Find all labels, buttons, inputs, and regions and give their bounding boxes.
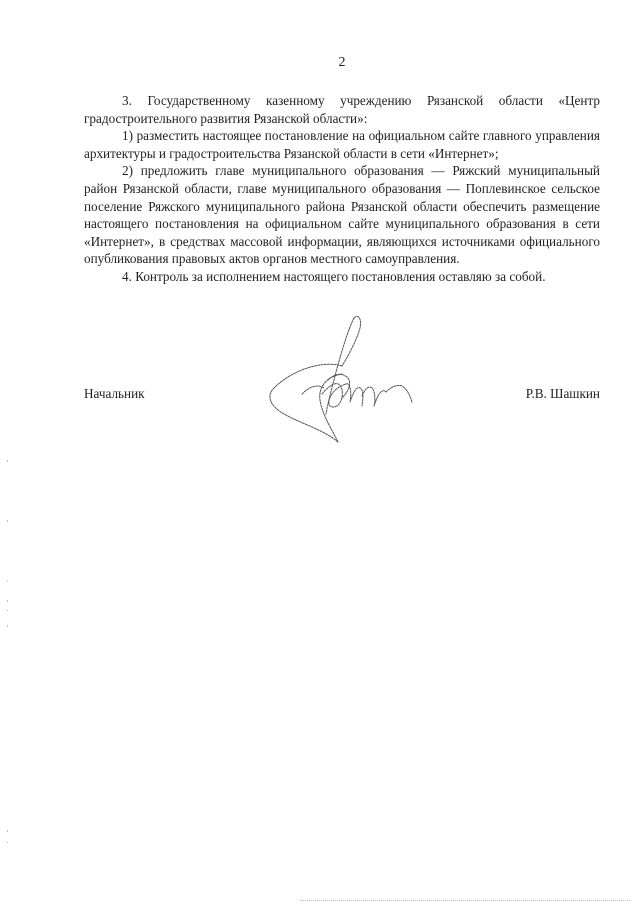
signatory-title: Начальник: [84, 386, 145, 401]
paragraph-subitem-1: 1) разместить настоящее постановление на официальном сайте главного управления архитектуры и градостроительства Рязанской области в сети «Интернет»;: [84, 128, 600, 161]
paragraph-item-3: 3. Государственному казенному учреждению Рязанской области «Центр градостроительного развития Рязанской области»:: [84, 93, 600, 126]
handwritten-signature: [262, 310, 422, 450]
page-number: 2: [338, 55, 346, 70]
scan-bottom-edge: [300, 900, 630, 901]
paragraph-item-4: 4. Контроль за исполнением настоящего постановления оставляю за собой.: [122, 268, 546, 284]
paragraph-subitem-2: 2) предложить главе муниципального образования — Ряжский муниципальный район Рязанской области, главе муниципального образования — Поплевинское сельское поселение Ряжского муниципального района Рязанской области обеспечить размещение настоящего постановления на официальном сайте муниципального образования в сети «Интернет», в средствах массовой информации, являющихся источниками официального опубликования правовых актов органов местного самоуправления.: [84, 163, 600, 267]
document-body: [84, 92, 600, 286]
signatory-name: Р.В. Шашкин: [525, 386, 600, 401]
scan-margin-specks: [6, 450, 10, 850]
